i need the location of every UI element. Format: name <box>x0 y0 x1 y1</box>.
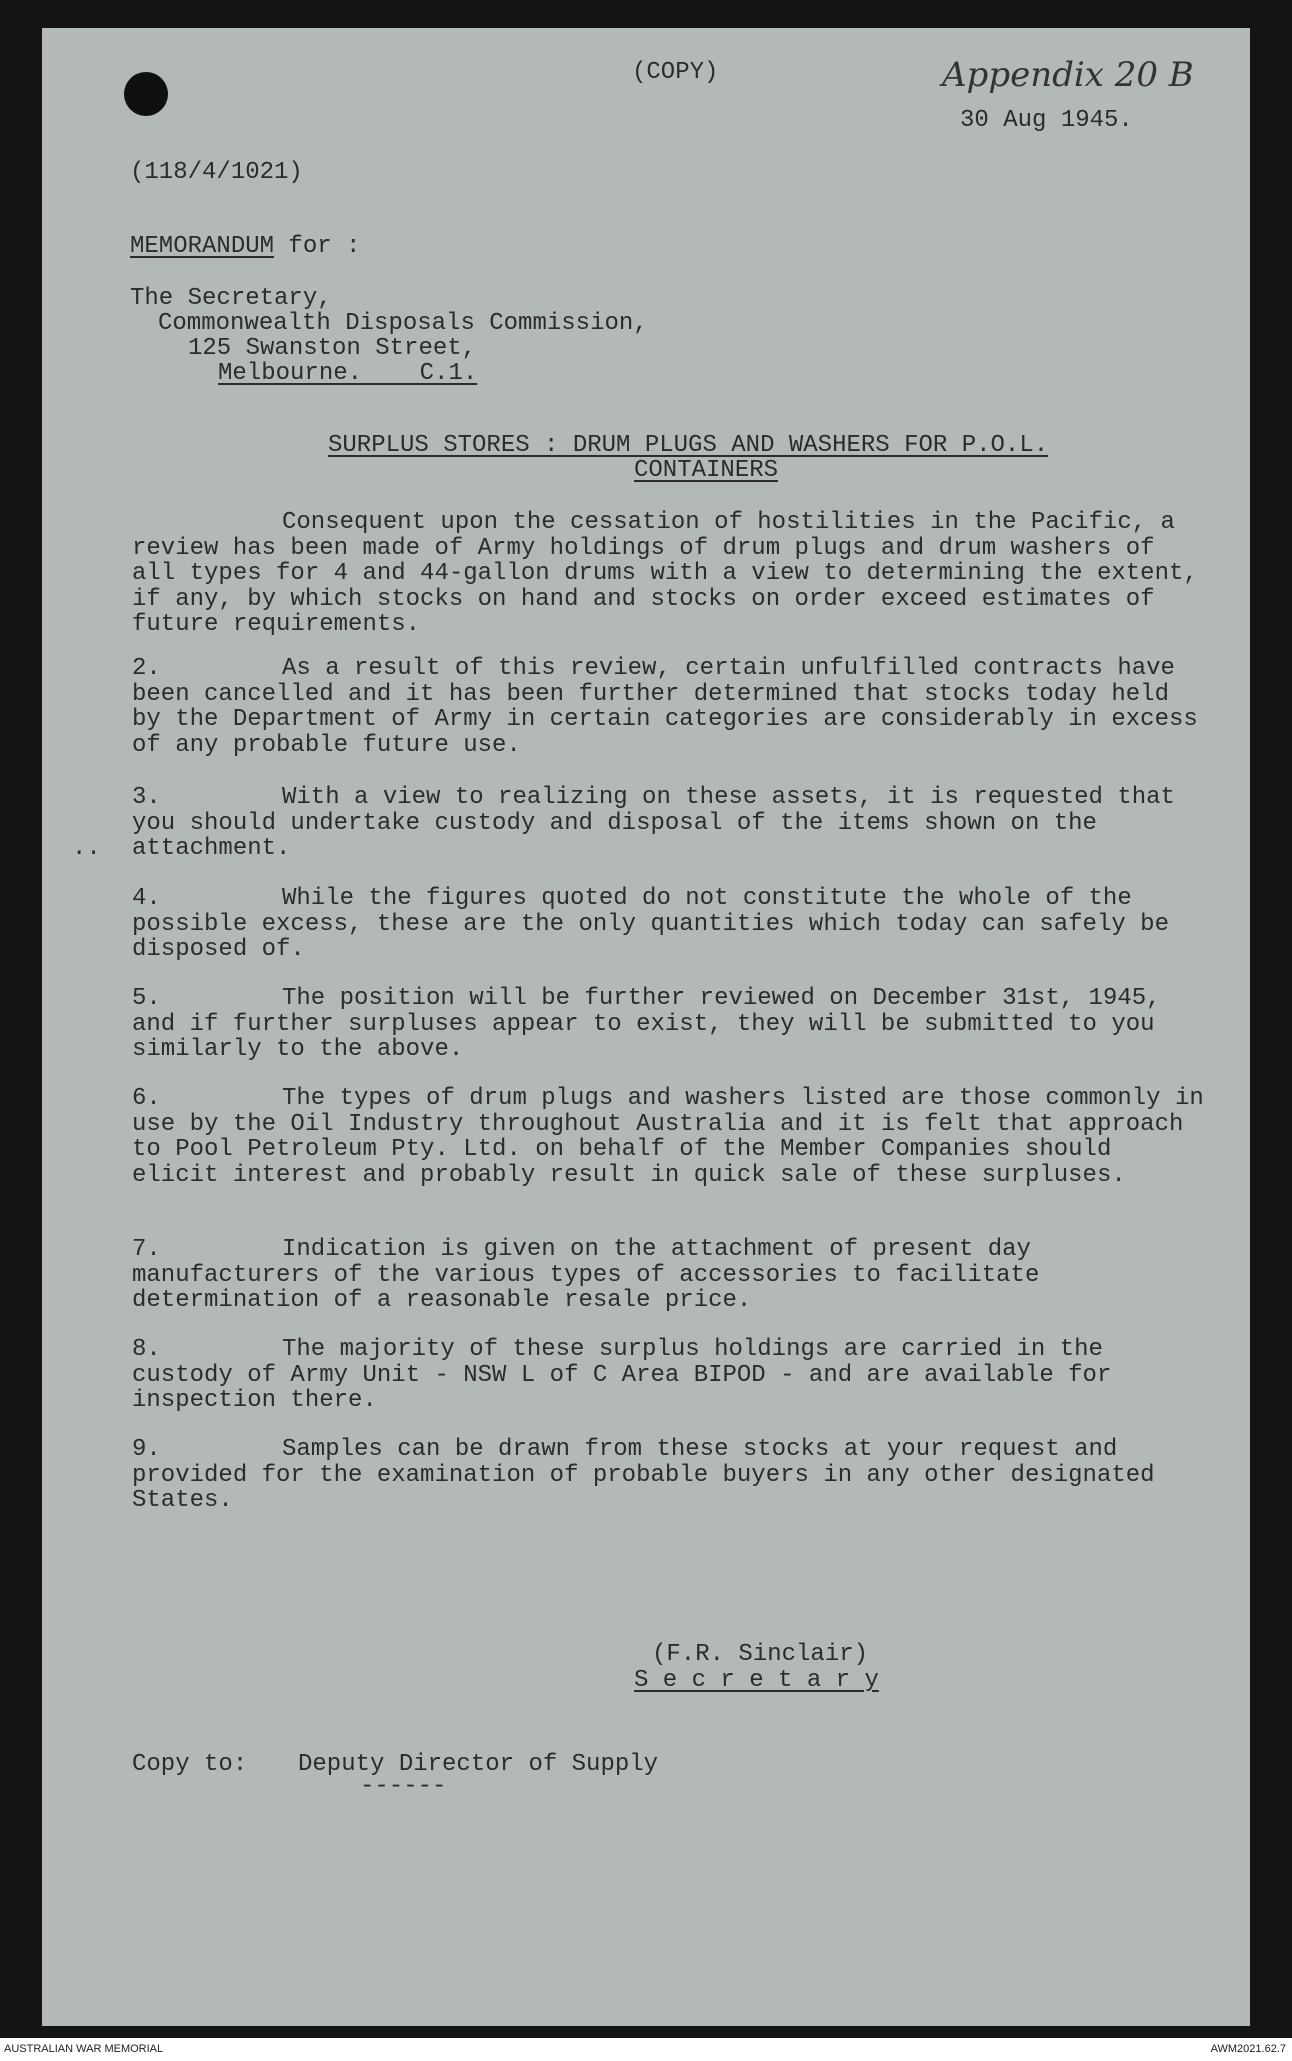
paragraph-5 <box>132 986 1212 1063</box>
handwritten-appendix-note: Appendix 20 B <box>942 55 1194 95</box>
paragraph-number: 2. <box>132 655 161 682</box>
paragraph-number: 4. <box>132 885 161 912</box>
copy-to-recipient: Deputy Director of Supply <box>298 1751 659 1778</box>
address-line-3: 125 Swanston Street, <box>188 335 477 362</box>
paragraph-text: The position will be further reviewed on December 31st, 1945, and if further surpluses appear to exist, they will be submitted to you similarly to the above. <box>132 985 1161 1063</box>
paragraph-1: Consequent upon the cessation of hostilities in the Pacific, a review has been made of Army holdings of drum plugs and drum washers of all types for 4 and 44-gallon drums with a view to determining the extent, if any, by which stocks on hand and stocks on order exceed estimates of future requirements. <box>132 509 1198 638</box>
copy-to-label: Copy to: <box>132 1751 248 1778</box>
paragraph-text: Samples can be drawn from these stocks at your request and provided for the examination of probable buyers in any other designated States. <box>132 1436 1155 1514</box>
paragraph-2 <box>132 656 1212 758</box>
footer-accession-number: AWM2021.62.7 <box>1210 2043 1286 2055</box>
paragraph-8 <box>132 1337 1212 1414</box>
paragraph-text: Indication is given on the attachment of present day manufacturers of the various types of accessories to facilitate determination of a reasonable resale price. <box>132 1236 1040 1314</box>
memo-page <box>42 28 1250 2026</box>
paragraph-text: While the figures quoted do not constitute the whole of the possible excess, these are the only quantities which today can safely be disposed of. <box>132 885 1169 963</box>
memo-heading <box>130 234 360 260</box>
paragraph-6 <box>132 1086 1212 1188</box>
paragraph-text: The types of drum plugs and washers listed are those commonly in use by the Oil Industry throughout Australia and it is felt that approach to Pool Petroleum Pty. Ltd. on behalf of the Member Companies should elicit interest and probably result in quick sale of these surpluses. <box>132 1085 1204 1189</box>
address-line-1: The Secretary, <box>130 285 332 312</box>
paragraph-3 <box>132 785 1212 862</box>
paragraph-9 <box>132 1437 1212 1514</box>
paragraph-number: 6. <box>132 1085 161 1112</box>
signatory-name: (F.R. Sinclair) <box>652 1641 869 1668</box>
footer-institution: AUSTRALIAN WAR MEMORIAL <box>4 2043 164 2055</box>
paragraph-4 <box>132 886 1212 963</box>
paragraph-7 <box>132 1237 1212 1314</box>
subject-line-1: SURPLUS STORES : DRUM PLUGS AND WASHERS FOR P.O.L. <box>328 432 1049 459</box>
paragraph-number: 9. <box>132 1436 161 1463</box>
copy-label: (COPY) <box>632 59 719 86</box>
signatory-title: S e c r e t a r y <box>634 1667 879 1694</box>
address-city: Melbourne. <box>218 360 363 387</box>
paragraph-number: 3. <box>132 784 161 811</box>
memo-date: 30 Aug 1945. <box>960 107 1133 134</box>
paragraph-text: The majority of these surplus holdings are carried in the custody of Army Unit - NSW L of C Area BIPOD - and are available for inspection there. <box>132 1336 1112 1414</box>
paragraph-number: 8. <box>132 1336 161 1363</box>
punch-hole <box>124 72 168 116</box>
copy-to-dashes: ------ <box>360 1773 447 1800</box>
memo-label: MEMORANDUM <box>130 233 275 260</box>
paragraph-number: 5. <box>132 985 161 1012</box>
subject-line-2: CONTAINERS <box>634 457 779 484</box>
margin-dots: .. <box>72 835 101 862</box>
address-postcode: C.1. <box>419 360 478 387</box>
address-city-line <box>218 361 477 387</box>
paragraph-number: 7. <box>132 1236 161 1263</box>
file-reference: (118/4/1021) <box>130 159 303 186</box>
memo-for-label: for : <box>274 233 361 260</box>
paragraph-text: As a result of this review, certain unfulfilled contracts have been cancelled and it has been further determined that stocks today held by the Department of Army in certain categories are considerably in excess of any probable future use. <box>132 655 1198 759</box>
paragraph-text: With a view to realizing on these assets, it is requested that you should undertake custody and disposal of the items shown on the attachment. <box>132 784 1175 862</box>
address-line-2: Commonwealth Disposals Commission, <box>158 310 648 337</box>
